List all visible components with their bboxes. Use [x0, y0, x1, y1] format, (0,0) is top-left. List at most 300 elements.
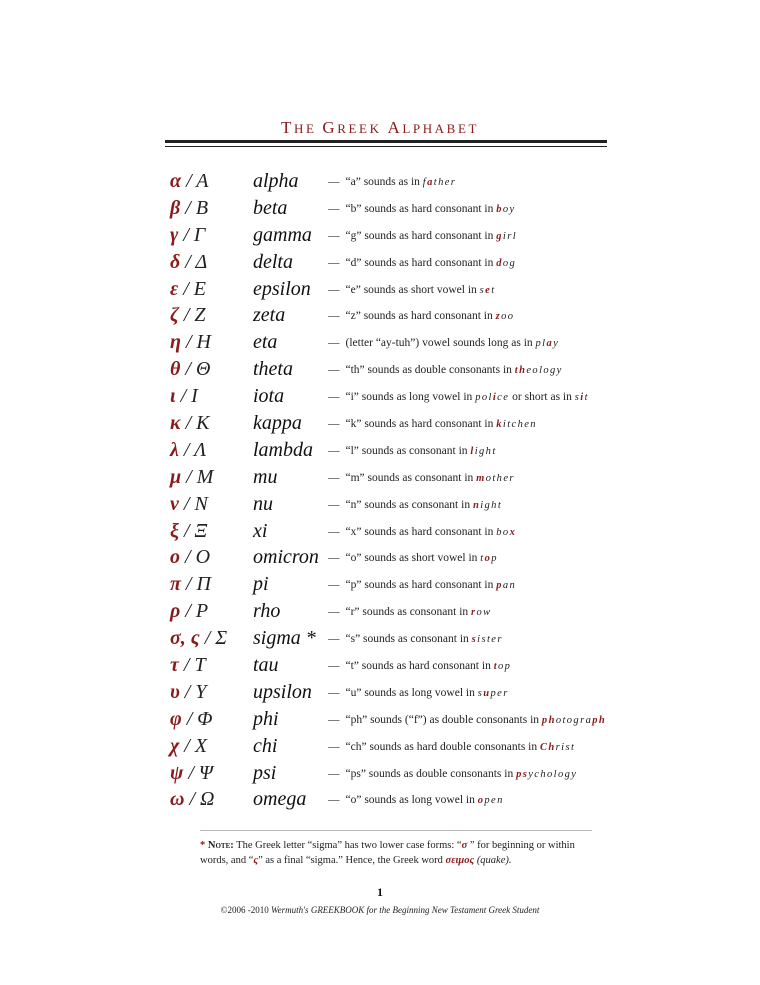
- letter-name: gamma: [253, 223, 312, 246]
- example-text: t: [584, 392, 589, 404]
- letter-row: [0, 383, 760, 410]
- letter-name: chi: [253, 734, 278, 757]
- pronunciation: [328, 604, 492, 621]
- letter-separator: /: [178, 519, 195, 542]
- letter-name: omicron: [253, 546, 319, 569]
- dash: —: [328, 391, 340, 404]
- example-highlight: g: [496, 230, 503, 242]
- lowercase-letter: α: [170, 170, 182, 192]
- example-word: [494, 661, 512, 672]
- letter-name: upsilon: [253, 680, 312, 703]
- letter-separator: /: [181, 170, 197, 192]
- pronunciation-text: “i” sounds as long vowel in: [345, 391, 476, 404]
- uppercase-letter: Π: [196, 573, 211, 596]
- letter-name: zeta: [253, 304, 286, 327]
- uppercase-letter: Φ: [197, 707, 213, 730]
- greek-letter: [170, 302, 206, 328]
- pronunciation: [328, 174, 456, 191]
- pronunciation-text: “l” sounds as consonant in: [345, 444, 471, 457]
- title-rule-thin: [165, 146, 607, 147]
- letter-row: [0, 249, 760, 276]
- title-part: T: [280, 118, 294, 137]
- title-part: A: [387, 118, 403, 137]
- lowercase-letter: τ: [170, 654, 179, 677]
- dash: —: [328, 525, 340, 538]
- pronunciation: [328, 255, 516, 272]
- greek-letter: [170, 786, 215, 812]
- uppercase-letter: Χ: [194, 734, 208, 757]
- letter-separator: /: [178, 654, 195, 677]
- dash: —: [328, 256, 340, 269]
- pronunciation-text: “o” sounds as long vowel in: [345, 794, 478, 807]
- example-highlight: k: [496, 419, 503, 431]
- pronunciation: [328, 766, 577, 783]
- example-text: other: [485, 472, 515, 484]
- pronunciation: [328, 497, 502, 514]
- letter-row: [0, 760, 760, 787]
- letter-separator: /: [178, 438, 195, 461]
- example-highlight: o: [477, 795, 485, 807]
- dash: —: [328, 660, 340, 673]
- pronunciation-text: “r” sounds as consonant in: [345, 606, 472, 619]
- example-word: [470, 446, 496, 457]
- pronunciation: [328, 282, 496, 299]
- pronunciation: [328, 712, 606, 729]
- greek-letter: [170, 491, 208, 517]
- example-word: [515, 365, 563, 376]
- letter-row: [0, 329, 760, 356]
- pronunciation: [328, 524, 516, 541]
- note-label: Note:: [207, 840, 234, 851]
- example-text: oo: [501, 311, 515, 323]
- letter-name: pi: [253, 573, 269, 596]
- example-word: [496, 231, 517, 242]
- example-text: bo: [496, 526, 510, 538]
- note-text: The Greek letter “sigma” has two lower case forms: “: [233, 840, 462, 851]
- greek-letter: [170, 518, 207, 544]
- greek-letter: [170, 383, 198, 409]
- letter-name: nu: [253, 492, 273, 515]
- letter-row: [0, 222, 760, 249]
- letter-name: sigma *: [253, 627, 316, 650]
- greek-letter: [170, 598, 208, 624]
- note-sigma-medial: σ: [461, 840, 468, 851]
- letter-separator: /: [181, 465, 197, 488]
- title-part: G: [322, 118, 338, 137]
- example-text: p: [491, 553, 498, 565]
- dash: —: [328, 310, 340, 323]
- pronunciation-text: “k” sounds as hard consonant in: [345, 418, 497, 431]
- example-word: [480, 553, 498, 564]
- letter-separator: /: [180, 412, 197, 435]
- letter-name: theta: [253, 358, 293, 381]
- example-highlight: s: [471, 634, 478, 646]
- dash: —: [328, 713, 340, 726]
- page-title: [0, 118, 760, 138]
- dash: —: [328, 552, 340, 565]
- uppercase-letter: Ψ: [198, 761, 213, 784]
- dash: —: [328, 498, 340, 511]
- dash: —: [328, 579, 340, 592]
- note-text: ” for beginning or within words, and “: [200, 840, 575, 866]
- greek-letter: [170, 625, 227, 651]
- example-word: [496, 527, 516, 538]
- example-highlight: z: [495, 311, 502, 323]
- pronunciation: [328, 228, 517, 245]
- dash: —: [328, 283, 340, 296]
- example-highlight: ps: [516, 768, 529, 780]
- letter-row: [0, 195, 760, 222]
- example-text: ce: [497, 392, 510, 404]
- letter-separator: /: [180, 331, 197, 354]
- example-text: oy: [502, 203, 516, 215]
- pronunciation-text: “a” sounds as in: [345, 176, 423, 188]
- dash: —: [328, 364, 340, 377]
- example-highlight: b: [496, 203, 503, 215]
- example-highlight: Ch: [540, 741, 556, 753]
- uppercase-letter: Κ: [196, 412, 210, 435]
- pronunciation-text: “t” sounds as hard consonant in: [345, 660, 494, 673]
- letter-separator: /: [178, 223, 194, 246]
- uppercase-letter: Υ: [195, 680, 207, 703]
- example-highlight: o: [484, 553, 492, 565]
- letter-separator: /: [178, 304, 195, 327]
- dash: —: [328, 444, 340, 457]
- lowercase-letter: ξ: [170, 519, 179, 542]
- pronunciation-text: “b” sounds as hard consonant in: [345, 202, 497, 215]
- letter-name: eta: [253, 331, 278, 354]
- pronunciation: [328, 443, 497, 460]
- letter-separator: /: [180, 546, 196, 569]
- example-highlight: i: [580, 392, 585, 404]
- example-text: otogra: [555, 714, 593, 726]
- footnote: [200, 838, 600, 868]
- pronunciation-text: “n” sounds as consonant in: [345, 498, 473, 511]
- example-text: ight: [480, 499, 503, 511]
- letter-separator: /: [180, 250, 196, 273]
- example-text: rist: [555, 741, 576, 753]
- letter-separator: /: [183, 761, 199, 784]
- greek-letter: [170, 464, 213, 490]
- lowercase-letter: β: [170, 196, 181, 219]
- letter-separator: /: [180, 196, 196, 219]
- page-number: 1: [377, 885, 383, 899]
- lowercase-letter: ι: [170, 385, 176, 408]
- example-word: [480, 285, 496, 296]
- example-text: eology: [526, 365, 563, 377]
- example-highlight: x: [509, 526, 517, 538]
- lowercase-letter: δ: [170, 250, 181, 273]
- letter-name: phi: [253, 707, 279, 730]
- letter-row: [0, 679, 760, 706]
- uppercase-letter: Τ: [194, 654, 206, 677]
- lowercase-letter: μ: [170, 465, 182, 488]
- example-text: pen: [484, 795, 504, 807]
- uppercase-letter: Ι: [191, 385, 198, 408]
- example-word: [536, 338, 560, 349]
- letter-separator: /: [175, 385, 192, 408]
- letter-separator: /: [178, 277, 194, 300]
- uppercase-letter: Β: [195, 196, 209, 219]
- pronunciation: [328, 685, 509, 702]
- pronunciation: [328, 739, 575, 756]
- example-text: ister: [477, 634, 503, 646]
- pronunciation: [328, 792, 504, 809]
- uppercase-letter: Σ: [215, 627, 228, 650]
- example-word: [471, 607, 492, 618]
- alphabet-table: [0, 168, 760, 813]
- letter-name: kappa: [253, 412, 302, 435]
- uppercase-letter: Η: [196, 331, 211, 354]
- example-word: [575, 392, 589, 403]
- example-text: s: [479, 284, 486, 296]
- letter-row: [0, 518, 760, 545]
- uppercase-letter: Λ: [194, 438, 207, 461]
- example-highlight: i: [492, 392, 498, 404]
- uppercase-letter: Μ: [196, 465, 214, 488]
- uppercase-letter: Δ: [195, 250, 208, 273]
- dash: —: [328, 229, 340, 242]
- example-text: t: [480, 553, 485, 565]
- footer-book-title: Wermuth's GREEKBOOK for the Beginning New Testament Greek Student: [270, 905, 540, 915]
- example-highlight: th: [514, 365, 527, 377]
- pronunciation-text: “o” sounds as short vowel in: [345, 552, 481, 565]
- greek-letter: [170, 329, 211, 355]
- pronunciation-text: “m” sounds as consonant in: [345, 471, 477, 484]
- letter-row: [0, 706, 760, 733]
- example-text: og: [502, 257, 517, 269]
- example-text: ow: [476, 607, 492, 619]
- pronunciation-text: “ph” sounds (“f”) as double consonants in: [345, 713, 542, 726]
- dash: —: [328, 633, 340, 646]
- lowercase-letter: φ: [170, 707, 182, 730]
- letter-row: [0, 625, 760, 652]
- title-part: REEK: [337, 121, 388, 136]
- lowercase-letter: π: [170, 573, 181, 596]
- pronunciation-text: “ps” sounds as double consonants in: [345, 767, 517, 780]
- dash: —: [328, 794, 340, 807]
- example-word: [496, 311, 515, 322]
- example-highlight: r: [471, 607, 477, 619]
- title-rule-thick: [165, 140, 607, 143]
- dash: —: [328, 740, 340, 753]
- greek-letter: [170, 571, 211, 597]
- greek-letter: [170, 652, 206, 678]
- example-text: t: [491, 284, 496, 296]
- letter-row: [0, 733, 760, 760]
- lowercase-letter: λ: [170, 438, 179, 461]
- letter-row: [0, 544, 760, 571]
- title-part: LPHABET: [402, 121, 480, 136]
- letter-separator: /: [179, 680, 196, 703]
- greek-letter: [170, 544, 210, 570]
- pronunciation: [328, 416, 537, 433]
- pronunciation-text: (letter “ay-tuh”) vowel sounds long as in: [345, 337, 536, 350]
- uppercase-letter: Ρ: [195, 600, 209, 623]
- pronunciation-text: “u” sounds as long vowel in: [345, 686, 478, 699]
- dash: —: [328, 606, 340, 619]
- letter-name: xi: [253, 519, 268, 542]
- letter-name: epsilon: [253, 277, 311, 300]
- dash: —: [328, 686, 340, 699]
- example-highlight: t: [493, 661, 499, 673]
- lowercase-letter: ρ: [170, 600, 181, 623]
- lowercase-letter: ω: [170, 788, 185, 811]
- example-highlight: p: [496, 580, 503, 592]
- example-text: irl: [502, 230, 518, 242]
- pronunciation-text: “ch” sounds as hard double consonants in: [345, 740, 541, 753]
- greek-letter: [170, 706, 213, 732]
- letter-name: delta: [253, 250, 293, 273]
- uppercase-letter: Ε: [193, 277, 206, 300]
- uppercase-letter: Α: [196, 170, 209, 192]
- example-text: ychology: [528, 768, 578, 780]
- example-word: [540, 742, 575, 753]
- uppercase-letter: Ζ: [194, 304, 206, 327]
- pronunciation: [328, 577, 516, 594]
- letter-row: [0, 598, 760, 625]
- greek-letter: [170, 168, 209, 194]
- lowercase-letter: ε: [170, 277, 179, 300]
- lowercase-letter: ο: [170, 546, 180, 569]
- letter-separator: /: [184, 788, 201, 811]
- example-text: f: [422, 177, 428, 188]
- example-word: [473, 500, 502, 511]
- note-star: *: [200, 840, 208, 851]
- pronunciation-text: “p” sounds as hard consonant in: [345, 579, 497, 592]
- dash: —: [328, 471, 340, 484]
- example-highlight: e: [485, 284, 492, 296]
- footer: [0, 905, 760, 915]
- example-text: s: [477, 687, 484, 699]
- greek-letter: [170, 733, 207, 759]
- pronunciation: [328, 631, 503, 648]
- pronunciation-text: “z” sounds as hard consonant in: [345, 310, 496, 323]
- letter-row: [0, 168, 760, 195]
- letter-name: omega: [253, 788, 307, 811]
- letter-row: [0, 786, 760, 813]
- example-word: [516, 769, 577, 780]
- example-highlight: ph: [592, 714, 607, 726]
- example-highlight: a: [427, 177, 434, 188]
- pronunciation: [328, 362, 563, 379]
- letter-name: lambda: [253, 438, 313, 461]
- example-word: [476, 473, 515, 484]
- letter-name: alpha: [253, 170, 299, 192]
- uppercase-letter: Ω: [200, 788, 215, 811]
- example-text: pol: [475, 392, 493, 404]
- letter-name: beta: [253, 196, 288, 219]
- example-highlight: m: [476, 472, 486, 484]
- lowercase-letter: ψ: [170, 761, 184, 784]
- greek-letter: [170, 437, 206, 463]
- letter-row: [0, 464, 760, 491]
- letter-separator: /: [179, 734, 195, 757]
- pronunciation-text: “s” sounds as consonant in: [345, 633, 472, 646]
- example-word: [496, 204, 515, 215]
- example-text: per: [490, 687, 509, 699]
- pronunciation-text: “x” sounds as hard consonant in: [345, 525, 497, 538]
- example-word: [496, 419, 537, 430]
- letter-row: [0, 302, 760, 329]
- dash: —: [328, 337, 340, 350]
- example-word: [496, 580, 516, 591]
- letter-row: [0, 276, 760, 303]
- dash: —: [328, 202, 340, 215]
- example-text: pl: [535, 338, 547, 350]
- example-word: [542, 715, 606, 726]
- letter-name: tau: [253, 654, 279, 677]
- dash: —: [328, 176, 340, 188]
- pronunciation-text: “g” sounds as hard consonant in: [345, 229, 497, 242]
- letter-separator: /: [180, 573, 197, 596]
- example-word: [423, 177, 457, 188]
- greek-letter: [170, 195, 208, 221]
- letter-row: [0, 410, 760, 437]
- greek-letter: [170, 276, 206, 302]
- footer-copyright: ©2006 -2010: [220, 905, 271, 915]
- dash: —: [328, 418, 340, 431]
- letter-separator: /: [180, 600, 196, 623]
- lowercase-letter: σ, ς: [170, 627, 200, 650]
- pronunciation-text: “d” sounds as hard consonant in: [345, 256, 497, 269]
- letter-separator: /: [180, 358, 196, 381]
- example-highlight: a: [546, 338, 554, 350]
- uppercase-letter: Θ: [195, 358, 211, 381]
- greek-letter: [170, 222, 205, 248]
- greek-letter: [170, 249, 207, 275]
- uppercase-letter: Ο: [195, 546, 211, 569]
- example-text: op: [498, 661, 512, 673]
- example-text: ight: [474, 445, 497, 457]
- uppercase-letter: Ξ: [194, 519, 208, 542]
- example-text: itchen: [502, 419, 537, 431]
- lowercase-letter: ζ: [170, 304, 179, 327]
- letter-name: mu: [253, 465, 278, 488]
- example-text: y: [553, 338, 560, 350]
- example-highlight: u: [483, 687, 491, 699]
- note-divider: [200, 830, 592, 831]
- lowercase-letter: γ: [170, 223, 179, 246]
- letter-name: psi: [253, 761, 277, 784]
- letter-row: [0, 437, 760, 464]
- letter-name: iota: [253, 385, 285, 408]
- pronunciation-text: “e” sounds as short vowel in: [345, 283, 480, 296]
- pronunciation-text: “th” sounds as double consonants in: [345, 364, 515, 377]
- pronunciation: [328, 335, 559, 352]
- note-text: ” as a final “sigma.” Hence, the Greek word: [258, 855, 446, 866]
- example-word: [478, 688, 509, 699]
- pronunciation: [328, 308, 514, 325]
- example-highlight: n: [472, 499, 481, 511]
- pronunciation: [328, 389, 589, 406]
- letter-separator: /: [181, 707, 198, 730]
- greek-letter: [170, 410, 210, 436]
- pronunciation-text: or short as in: [509, 391, 575, 404]
- example-word: [475, 392, 509, 403]
- note-sigma-final: ς: [253, 855, 259, 866]
- letter-row: [0, 571, 760, 598]
- pronunciation: [328, 550, 498, 567]
- uppercase-letter: Γ: [193, 223, 206, 246]
- example-highlight: l: [470, 445, 475, 457]
- lowercase-letter: θ: [170, 358, 181, 381]
- example-highlight: ph: [541, 714, 556, 726]
- note-greek-word: σειμος: [445, 855, 475, 866]
- example-text: an: [502, 580, 517, 592]
- greek-letter: [170, 760, 213, 786]
- example-text: s: [574, 392, 581, 404]
